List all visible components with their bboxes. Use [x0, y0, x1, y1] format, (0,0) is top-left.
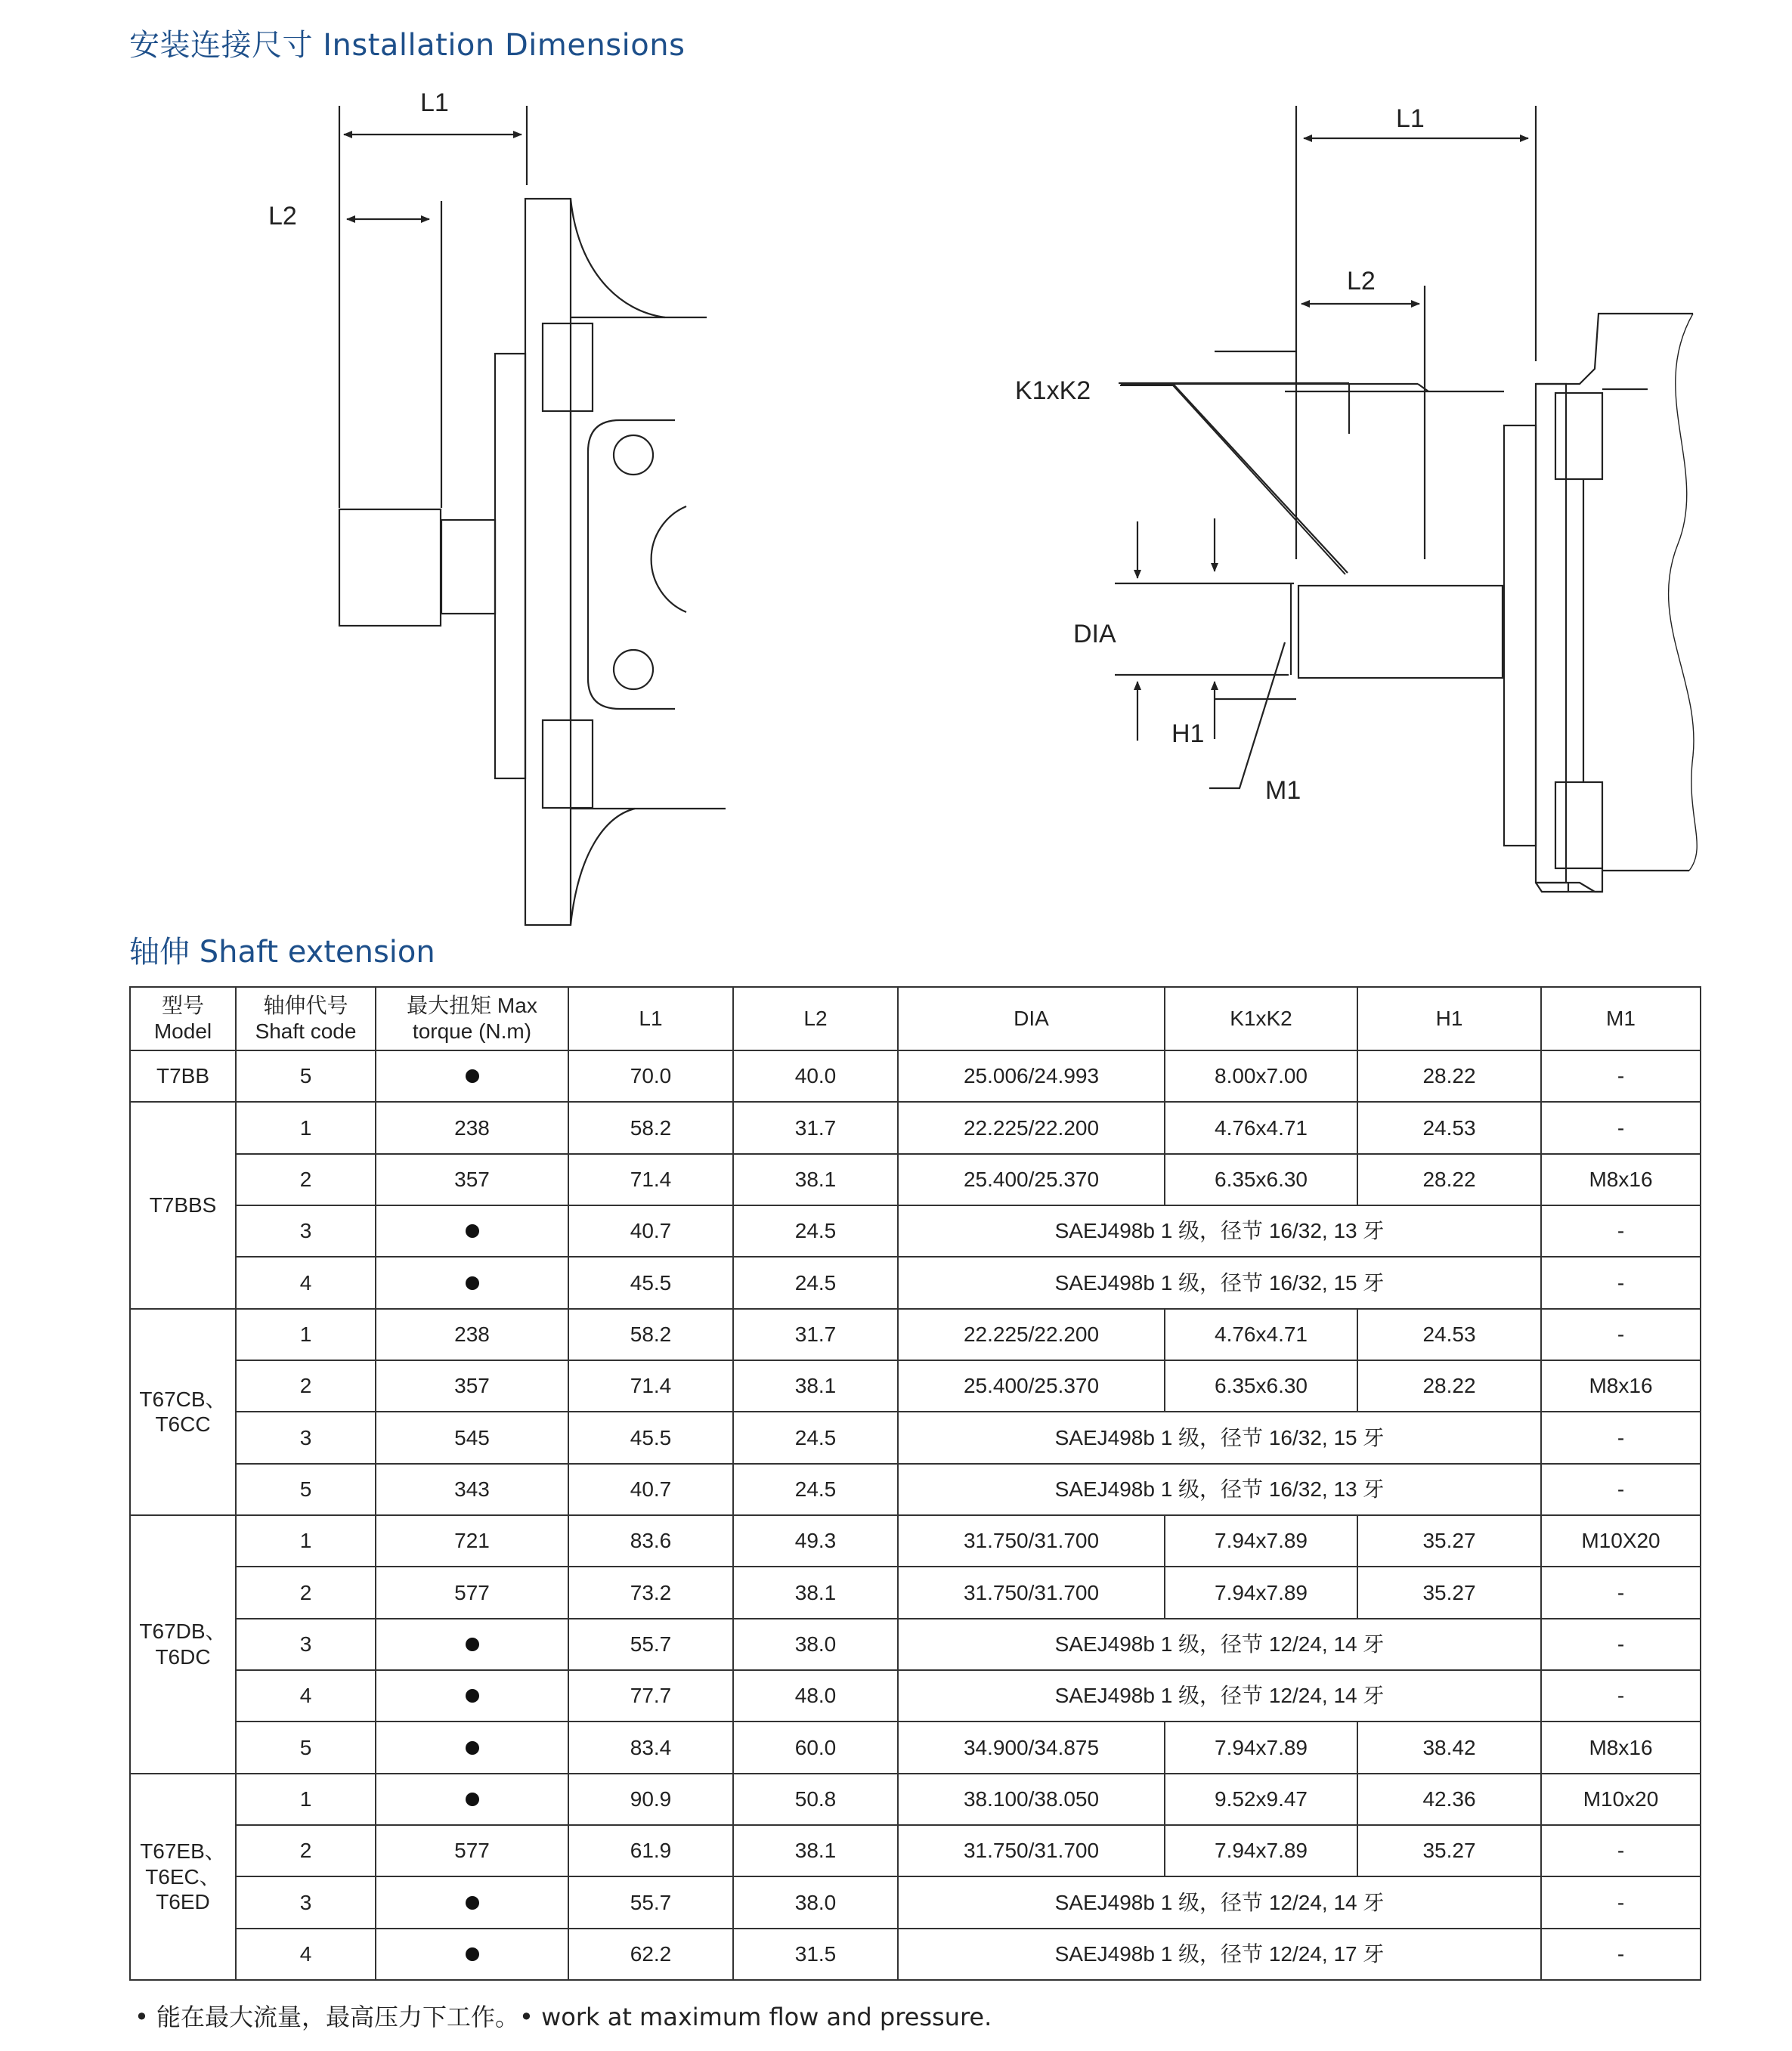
filled-dot-icon	[466, 1224, 479, 1238]
header-m1: M1	[1541, 987, 1701, 1050]
cell-spline-spec: SAEJ498b 1 级，径节 16/32, 15 牙	[898, 1257, 1541, 1308]
shaft-extension-heading: 轴伸 Shaft extension	[129, 935, 435, 970]
cell-dia: 38.100/38.050	[898, 1774, 1165, 1825]
cell-spline-spec: SAEJ498b 1 级，径节 12/24, 14 牙	[898, 1670, 1541, 1722]
cell-spline-spec: SAEJ498b 1 级，径节 16/32, 13 牙	[898, 1464, 1541, 1515]
cell-shaft-code: 3	[236, 1412, 376, 1463]
cell-h1: 35.27	[1357, 1567, 1541, 1618]
filled-dot-icon	[466, 1069, 479, 1083]
cell-l1: 55.7	[568, 1876, 733, 1928]
cell-k1k2: 7.94x7.89	[1165, 1722, 1357, 1773]
cell-max-torque: 577	[376, 1825, 568, 1876]
cell-h1: 35.27	[1357, 1515, 1541, 1567]
cell-shaft-code: 5	[236, 1722, 376, 1773]
cell-spline-spec: SAEJ498b 1 级，径节 16/32, 15 牙	[898, 1412, 1541, 1463]
table-row	[130, 1670, 1701, 1722]
cell-shaft-code: 3	[236, 1876, 376, 1928]
cell-dia: 25.006/24.993	[898, 1050, 1165, 1102]
cell-m1: -	[1541, 1825, 1701, 1876]
table-row	[130, 1257, 1701, 1308]
cell-max-torque	[376, 1774, 568, 1825]
cell-max-torque: 357	[376, 1154, 568, 1205]
cell-k1k2: 6.35x6.30	[1165, 1360, 1357, 1412]
cell-l2: 38.1	[733, 1360, 898, 1412]
h1-label: H1	[1171, 719, 1205, 748]
cell-max-torque	[376, 1205, 568, 1257]
cell-shaft-code: 5	[236, 1464, 376, 1515]
table-row	[130, 1619, 1701, 1670]
cell-shaft-code: 5	[236, 1050, 376, 1102]
cell-max-torque	[376, 1929, 568, 1980]
cell-dia: 31.750/31.700	[898, 1825, 1165, 1876]
left-l1-label: L1	[420, 88, 449, 117]
cell-k1k2: 7.94x7.89	[1165, 1825, 1357, 1876]
cell-l1: 40.7	[568, 1205, 733, 1257]
cell-m1: -	[1541, 1567, 1701, 1618]
cell-m1: -	[1541, 1619, 1701, 1670]
cell-shaft-code: 1	[236, 1309, 376, 1360]
cell-model: T7BB	[130, 1050, 236, 1102]
cell-l2: 31.5	[733, 1929, 898, 1980]
cell-spline-spec: SAEJ498b 1 级，径节 12/24, 14 牙	[898, 1876, 1541, 1928]
cell-max-torque: 577	[376, 1567, 568, 1618]
cell-m1: -	[1541, 1876, 1701, 1928]
header-l1: L1	[568, 987, 733, 1050]
table-row	[130, 1360, 1701, 1412]
cell-h1: 42.36	[1357, 1774, 1541, 1825]
cell-l1: 55.7	[568, 1619, 733, 1670]
header-max-torque: 最大扭矩 Max torque (N.m)	[376, 987, 568, 1050]
cell-m1: -	[1541, 1257, 1701, 1308]
cell-spline-spec: SAEJ498b 1 级，径节 12/24, 17 牙	[898, 1929, 1541, 1980]
k1k2-label: K1xK2	[1015, 376, 1091, 405]
cell-spline-spec: SAEJ498b 1 级，径节 16/32, 13 牙	[898, 1205, 1541, 1257]
cell-l2: 48.0	[733, 1670, 898, 1722]
cell-max-torque	[376, 1670, 568, 1722]
cell-m1: -	[1541, 1309, 1701, 1360]
cell-l2: 24.5	[733, 1205, 898, 1257]
table-row	[130, 1102, 1701, 1153]
cell-m1: -	[1541, 1102, 1701, 1153]
cell-l2: 24.5	[733, 1412, 898, 1463]
cell-l1: 90.9	[568, 1774, 733, 1825]
table-row	[130, 1929, 1701, 1980]
table-row	[130, 1412, 1701, 1463]
cell-dia: 25.400/25.370	[898, 1154, 1165, 1205]
cell-shaft-code: 3	[236, 1619, 376, 1670]
cell-dia: 31.750/31.700	[898, 1567, 1165, 1618]
right-l2-label: L2	[1347, 267, 1376, 295]
cell-shaft-code: 2	[236, 1154, 376, 1205]
table-body	[130, 1050, 1701, 1980]
cell-h1: 35.27	[1357, 1825, 1541, 1876]
shaft-extension-table	[129, 986, 1701, 1981]
cell-k1k2: 7.94x7.89	[1165, 1515, 1357, 1567]
cell-h1: 28.22	[1357, 1360, 1541, 1412]
cell-l2: 49.3	[733, 1515, 898, 1567]
cell-l2: 38.1	[733, 1154, 898, 1205]
cell-dia: 34.900/34.875	[898, 1722, 1165, 1773]
table-row	[130, 1774, 1701, 1825]
header-dia: DIA	[898, 987, 1165, 1050]
cell-l2: 38.0	[733, 1619, 898, 1670]
cell-k1k2: 8.00x7.00	[1165, 1050, 1357, 1102]
cell-model: T67EB、 T6EC、 T6ED	[130, 1774, 236, 1980]
cell-l1: 77.7	[568, 1670, 733, 1722]
cell-shaft-code: 3	[236, 1205, 376, 1257]
filled-dot-icon	[466, 1896, 479, 1910]
cell-dia: 31.750/31.700	[898, 1515, 1165, 1567]
cell-max-torque	[376, 1257, 568, 1308]
cell-l2: 24.5	[733, 1464, 898, 1515]
cell-m1: M8x16	[1541, 1154, 1701, 1205]
cell-l2: 38.0	[733, 1876, 898, 1928]
cell-dia: 25.400/25.370	[898, 1360, 1165, 1412]
cell-l1: 58.2	[568, 1102, 733, 1153]
cell-m1: -	[1541, 1929, 1701, 1980]
cell-m1: -	[1541, 1050, 1701, 1102]
cell-h1: 28.22	[1357, 1050, 1541, 1102]
cell-shaft-code: 1	[236, 1515, 376, 1567]
filled-dot-icon	[466, 1276, 479, 1290]
filled-dot-icon	[466, 1689, 479, 1703]
cell-model: T67DB、 T6DC	[130, 1515, 236, 1774]
cell-shaft-code: 4	[236, 1257, 376, 1308]
cell-max-torque	[376, 1619, 568, 1670]
cell-m1: M10X20	[1541, 1515, 1701, 1567]
cell-k1k2: 4.76x4.71	[1165, 1309, 1357, 1360]
left-l2-label: L2	[268, 202, 297, 230]
cell-l2: 60.0	[733, 1722, 898, 1773]
cell-k1k2: 6.35x6.30	[1165, 1154, 1357, 1205]
cell-h1: 38.42	[1357, 1722, 1541, 1773]
cell-shaft-code: 2	[236, 1567, 376, 1618]
cell-max-torque	[376, 1050, 568, 1102]
installation-heading: 安装连接尺寸 Installation Dimensions	[129, 28, 686, 63]
cell-l1: 71.4	[568, 1154, 733, 1205]
cell-l1: 62.2	[568, 1929, 733, 1980]
cell-m1: -	[1541, 1464, 1701, 1515]
table-row	[130, 1154, 1701, 1205]
filled-dot-icon	[466, 1793, 479, 1806]
cell-max-torque	[376, 1722, 568, 1773]
table-row	[130, 1876, 1701, 1928]
cell-l2: 31.7	[733, 1309, 898, 1360]
installation-drawing	[0, 0, 1792, 930]
left-pump-drawing	[339, 106, 726, 925]
cell-m1: M10x20	[1541, 1774, 1701, 1825]
cell-shaft-code: 4	[236, 1929, 376, 1980]
cell-m1: -	[1541, 1205, 1701, 1257]
cell-max-torque: 343	[376, 1464, 568, 1515]
cell-m1: M8x16	[1541, 1360, 1701, 1412]
cell-l2: 40.0	[733, 1050, 898, 1102]
cell-shaft-code: 4	[236, 1670, 376, 1722]
cell-h1: 24.53	[1357, 1309, 1541, 1360]
table-row	[130, 1722, 1701, 1773]
header-shaft-code: 轴伸代号 Shaft code	[236, 987, 376, 1050]
table-header-row	[130, 987, 1701, 1050]
cell-shaft-code: 1	[236, 1774, 376, 1825]
cell-dia: 22.225/22.200	[898, 1102, 1165, 1153]
cell-l1: 70.0	[568, 1050, 733, 1102]
cell-shaft-code: 2	[236, 1825, 376, 1876]
header-k1k2: K1xK2	[1165, 987, 1357, 1050]
cell-l1: 83.6	[568, 1515, 733, 1567]
cell-l1: 71.4	[568, 1360, 733, 1412]
filled-dot-icon	[466, 1741, 479, 1755]
cell-max-torque: 238	[376, 1309, 568, 1360]
cell-k1k2: 7.94x7.89	[1165, 1567, 1357, 1618]
table-row	[130, 1515, 1701, 1567]
right-pump-drawing	[1115, 106, 1697, 892]
cell-l1: 58.2	[568, 1309, 733, 1360]
cell-l2: 38.1	[733, 1567, 898, 1618]
cell-m1: -	[1541, 1412, 1701, 1463]
cell-shaft-code: 2	[236, 1360, 376, 1412]
cell-k1k2: 9.52x9.47	[1165, 1774, 1357, 1825]
footnote: • 能在最大流量，最高压力下工作。• work at maximum flow and pressure.	[135, 2003, 992, 2031]
cell-max-torque: 238	[376, 1102, 568, 1153]
cell-spline-spec: SAEJ498b 1 级，径节 12/24, 14 牙	[898, 1619, 1541, 1670]
filled-dot-icon	[466, 1947, 479, 1961]
cell-max-torque: 357	[376, 1360, 568, 1412]
cell-m1: M8x16	[1541, 1722, 1701, 1773]
cell-k1k2: 4.76x4.71	[1165, 1102, 1357, 1153]
table-row	[130, 1205, 1701, 1257]
filled-dot-icon	[466, 1638, 479, 1651]
cell-l2: 50.8	[733, 1774, 898, 1825]
cell-h1: 28.22	[1357, 1154, 1541, 1205]
cell-h1: 24.53	[1357, 1102, 1541, 1153]
cell-max-torque: 721	[376, 1515, 568, 1567]
cell-model: T67CB、 T6CC	[130, 1309, 236, 1515]
header-h1: H1	[1357, 987, 1541, 1050]
cell-l2: 24.5	[733, 1257, 898, 1308]
header-model: 型号 Model	[130, 987, 236, 1050]
cell-l1: 45.5	[568, 1412, 733, 1463]
table-row	[130, 1825, 1701, 1876]
m1-label: M1	[1265, 776, 1301, 805]
dia-label: DIA	[1073, 620, 1116, 648]
cell-l1: 45.5	[568, 1257, 733, 1308]
right-l1-label: L1	[1396, 104, 1425, 133]
table-row	[130, 1464, 1701, 1515]
cell-max-torque	[376, 1876, 568, 1928]
cell-l1: 73.2	[568, 1567, 733, 1618]
cell-max-torque: 545	[376, 1412, 568, 1463]
table-row	[130, 1050, 1701, 1102]
cell-model: T7BBS	[130, 1102, 236, 1308]
cell-l2: 38.1	[733, 1825, 898, 1876]
table-row	[130, 1309, 1701, 1360]
table-row	[130, 1567, 1701, 1618]
cell-l1: 83.4	[568, 1722, 733, 1773]
cell-l1: 61.9	[568, 1825, 733, 1876]
header-l2: L2	[733, 987, 898, 1050]
cell-dia: 22.225/22.200	[898, 1309, 1165, 1360]
cell-shaft-code: 1	[236, 1102, 376, 1153]
cell-l1: 40.7	[568, 1464, 733, 1515]
cell-l2: 31.7	[733, 1102, 898, 1153]
cell-m1: -	[1541, 1670, 1701, 1722]
